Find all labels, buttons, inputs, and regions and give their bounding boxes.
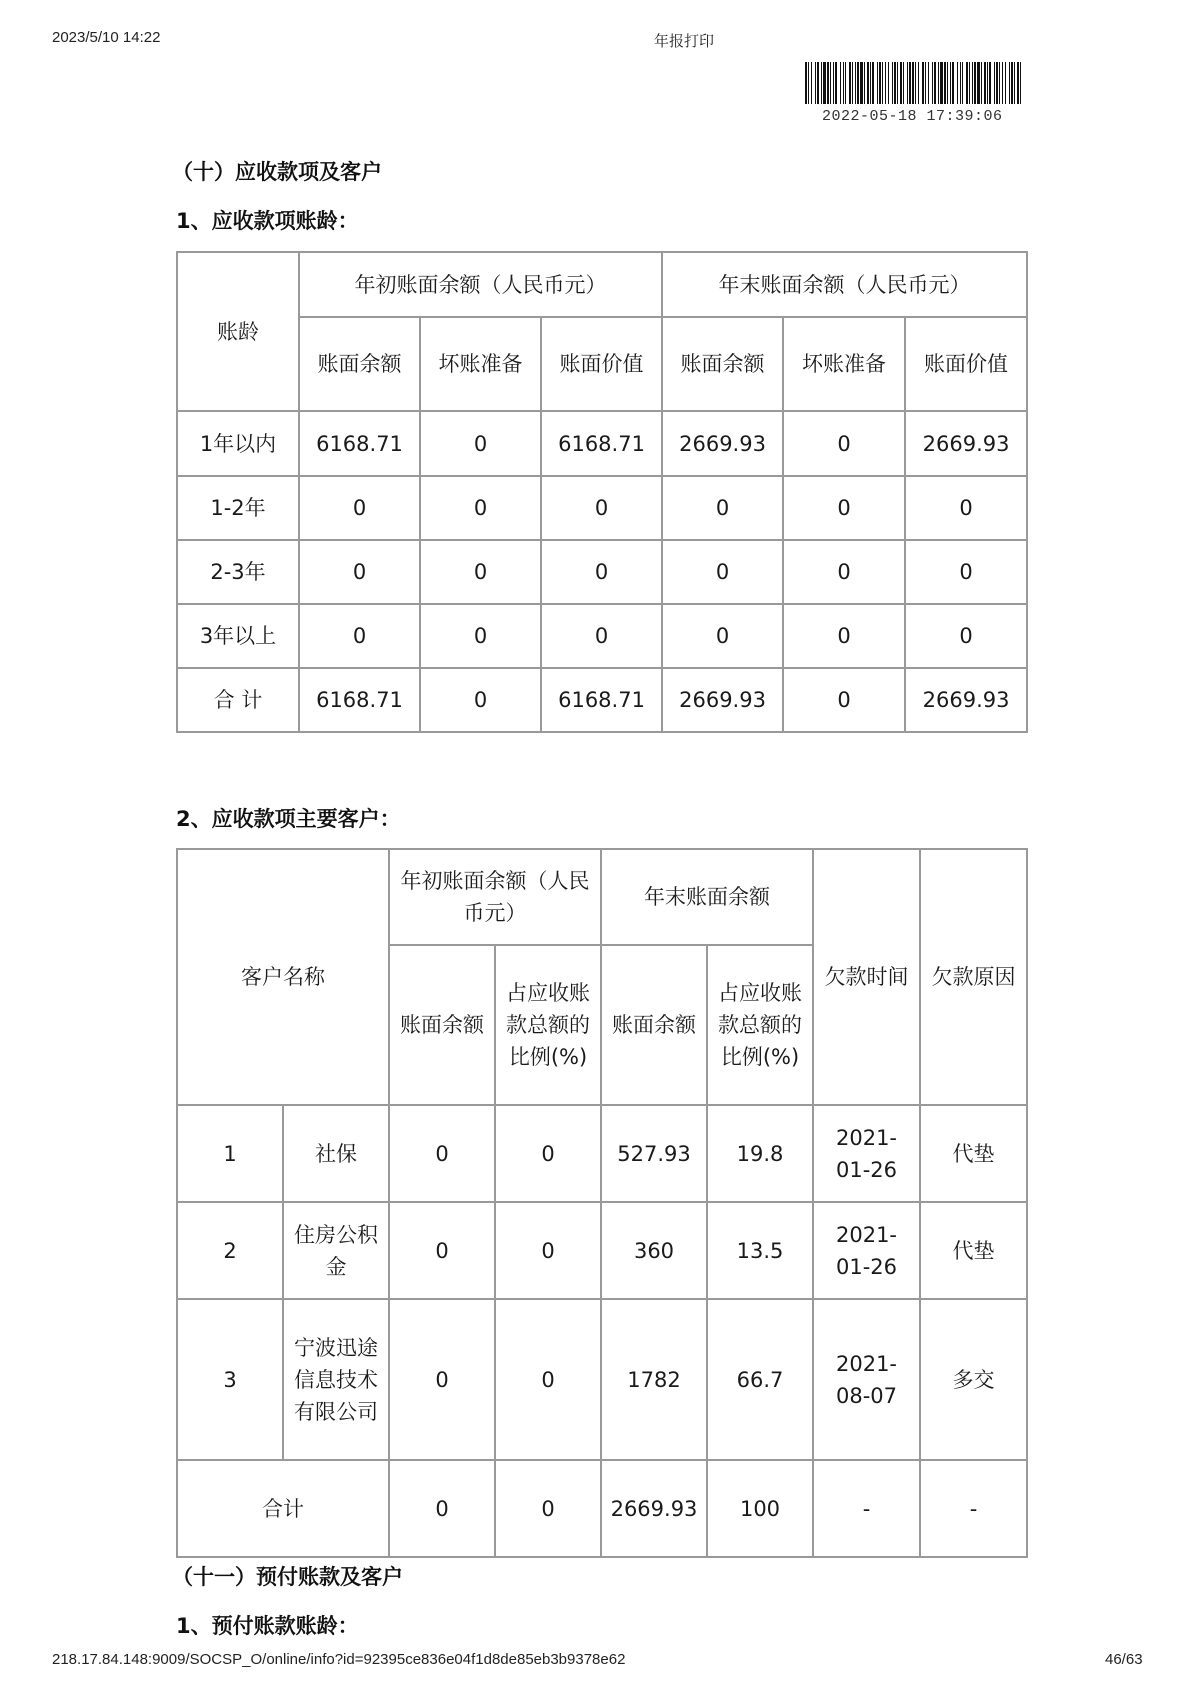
table-cell: 100 [707,1460,813,1557]
table-cell: 0 [905,604,1027,668]
table-cell: 0 [420,411,541,476]
table-row [177,540,1027,604]
table-cell: 0 [783,540,905,604]
group-start-balance: 年初账面余额（人民币元） [299,252,662,317]
table-cell: 6168.71 [541,668,662,732]
table-cell: 0 [389,1105,495,1202]
table-row [177,476,1027,540]
prepayment-aging-subtitle: 1、预付账款账龄： [176,1614,359,1638]
table-cell: 0 [389,1299,495,1460]
table-cell: 2669.93 [601,1460,707,1557]
debt-reason: 代垫 [920,1202,1027,1299]
customer-name: 宁波迅途信息技术有限公司 [283,1299,389,1460]
table-cell: 0 [495,1202,601,1299]
barcode [803,62,1026,104]
aging-subtitle: 1、应收款项账龄： [176,209,359,233]
table-cell: 2669.93 [905,668,1027,732]
group-end-balance: 年末账面余额（人民币元） [662,252,1027,317]
table-cell: 1782 [601,1299,707,1460]
table-cell: 527.93 [601,1105,707,1202]
table-cell: 0 [783,476,905,540]
table-cell: 0 [420,476,541,540]
table-cell: 2669.93 [662,668,783,732]
table-cell: 0 [389,1460,495,1557]
table-cell: 360 [601,1202,707,1299]
total-label: 合计 [177,1460,389,1557]
subcol-header: 账面余额 [389,945,495,1105]
debt-reason: 代垫 [920,1105,1027,1202]
customer-name: 社保 [283,1105,389,1202]
table-cell: 0 [420,668,541,732]
row-number: 3 [177,1299,283,1460]
table-cell: 0 [662,604,783,668]
subcol-header: 账面价值 [905,317,1027,411]
table-cell: 0 [905,540,1027,604]
barcode-timestamp: 2022-05-18 17:39:06 [822,108,1003,125]
table-cell: 2669.93 [905,411,1027,476]
subcol-header: 坏账准备 [783,317,905,411]
table-cell: 0 [389,1202,495,1299]
aging-label: 2-3年 [177,540,299,604]
debt-time: 2021-01-26 [813,1202,920,1299]
row-number: 1 [177,1105,283,1202]
aging-row-header: 账龄 [177,252,299,411]
debt-reason: - [920,1460,1027,1557]
aging-label: 1-2年 [177,476,299,540]
print-datetime: 2023/5/10 14:22 [52,29,161,46]
table-cell: 0 [541,540,662,604]
table-cell: 0 [299,476,420,540]
subcol-header: 账面余额 [299,317,420,411]
subcol-header: 账面余额 [601,945,707,1105]
debt-time: 2021-08-07 [813,1299,920,1460]
aging-label: 1年以内 [177,411,299,476]
table-row [177,1299,1027,1460]
debt-time-header: 欠款时间 [813,849,920,1105]
table-cell: 0 [495,1299,601,1460]
table-cell: 6168.71 [299,668,420,732]
debt-reason: 多交 [920,1299,1027,1460]
table-cell: 66.7 [707,1299,813,1460]
debt-reason-header: 欠款原因 [920,849,1027,1105]
table-cell: 0 [495,1105,601,1202]
table-cell: 0 [541,604,662,668]
table-cell: 0 [783,604,905,668]
table-cell: 0 [783,668,905,732]
customers-subtitle: 2、应收款项主要客户： [176,807,401,831]
subcol-header: 账面余额 [662,317,783,411]
table-cell: 0 [420,604,541,668]
subcol-header: 占应收账款总额的比例(%) [495,945,601,1105]
customer-name-header: 客户名称 [177,849,389,1105]
group-start-balance: 年初账面余额（人民币元） [389,849,601,945]
subcol-header: 账面价值 [541,317,662,411]
table-row [177,1105,1027,1202]
debt-time: - [813,1460,920,1557]
subcol-header: 占应收账款总额的比例(%) [707,945,813,1105]
section-10-title: （十）应收款项及客户 [172,160,382,184]
table-cell: 0 [662,540,783,604]
aging-label: 合 计 [177,668,299,732]
table-cell: 0 [420,540,541,604]
table-cell: 2669.93 [662,411,783,476]
table-cell: 0 [299,604,420,668]
aging-label: 3年以上 [177,604,299,668]
customer-name: 住房公积金 [283,1202,389,1299]
row-number: 2 [177,1202,283,1299]
group-end-balance: 年末账面余额 [601,849,813,945]
table-cell: 0 [495,1460,601,1557]
page-number: 46/63 [1105,1651,1143,1668]
table-row-total [177,668,1027,732]
table-cell: 0 [541,476,662,540]
table-cell: 6168.71 [299,411,420,476]
table-cell: 0 [662,476,783,540]
page-url: 218.17.84.148:9009/SOCSP_O/online/info?id=92395ce836e04f1d8de85eb3b9378e62 [52,1651,626,1668]
receivables-customers-table [176,848,1028,1558]
table-row [177,1202,1027,1299]
table-cell: 0 [783,411,905,476]
table-cell: 6168.71 [541,411,662,476]
subcol-header: 坏账准备 [420,317,541,411]
table-row-total [177,1460,1027,1557]
table-cell: 0 [905,476,1027,540]
print-title: 年报打印 [654,33,715,50]
section-11-title: （十一）预付账款及客户 [172,1565,403,1589]
receivables-aging-table [176,251,1028,733]
table-row [177,604,1027,668]
table-row [177,411,1027,476]
debt-time: 2021-01-26 [813,1105,920,1202]
table-cell: 13.5 [707,1202,813,1299]
table-cell: 19.8 [707,1105,813,1202]
table-cell: 0 [299,540,420,604]
